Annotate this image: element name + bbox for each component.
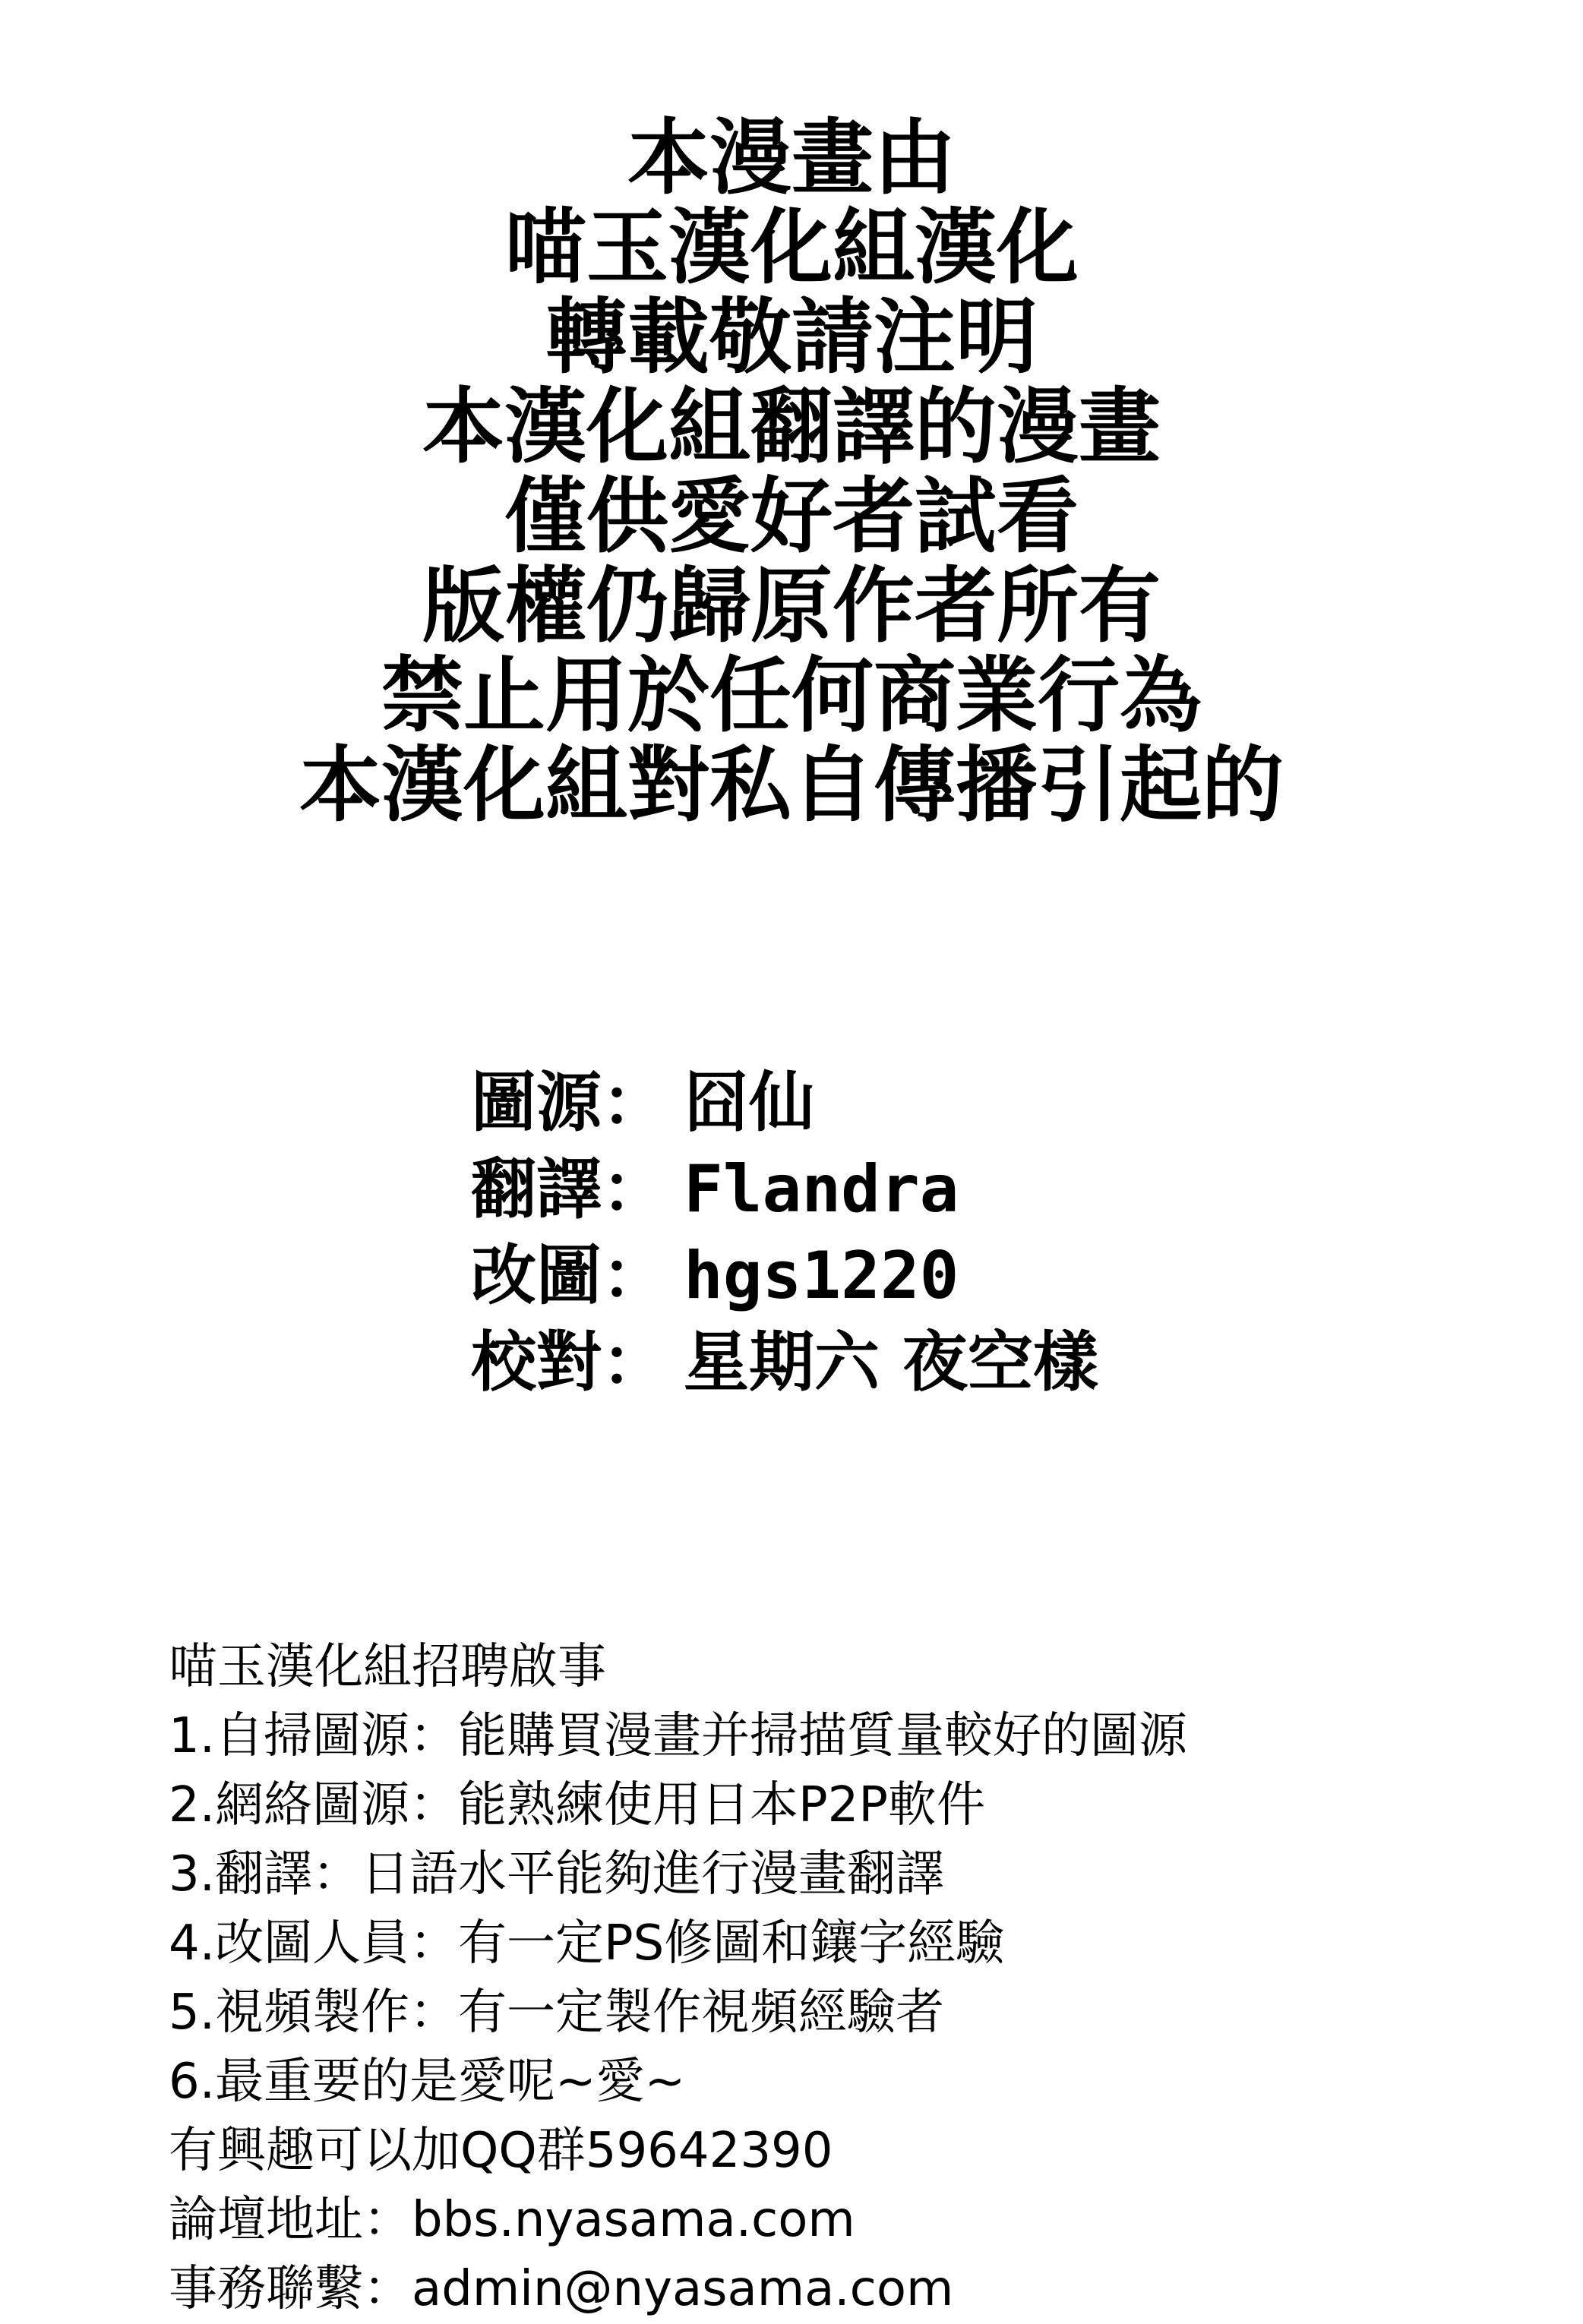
recruitment-item: 5.視頻製作：有一定製作視頻經驗者 (169, 1985, 945, 2041)
recruitment-item: 1.自掃圖源：能購買漫畫并掃描質量較好的圖源 (169, 1708, 1188, 1764)
recruitment-item: 6.最重要的是愛呢~愛~ (169, 2054, 686, 2110)
credit-row-translation (471, 1146, 1098, 1233)
notice-line: 本漢化組翻譯的漫畫 (422, 380, 1161, 475)
recruitment-item: 3.翻譯：日語水平能夠進行漫畫翻譯 (169, 1846, 945, 1902)
credit-row-proofreading (471, 1319, 1098, 1406)
credit-row-editing (471, 1233, 1098, 1319)
qq-group-line: 有興趣可以加QQ群59642390 (169, 2123, 833, 2179)
notice-line: 本漢化組對私自傳播引起的 (299, 738, 1284, 833)
recruitment-title: 喵玉漢化組招聘啟事 (169, 1639, 606, 1695)
credit-label: 翻譯： (471, 1151, 667, 1227)
credit-value: Flandra (684, 1151, 959, 1227)
recruitment-item: 2.網絡圖源：能熟練使用日本P2P軟件 (169, 1777, 985, 1833)
credit-value: hgs1220 (684, 1238, 959, 1314)
notice-line: 版權仍歸原作者所有 (422, 559, 1161, 654)
notice-line: 禁止用於任何商業行為 (381, 649, 1202, 744)
notice-line: 喵玉漢化組漢化 (504, 201, 1079, 295)
recruitment-item: 4.改圖人員：有一定PS修圖和鑲字經驗 (169, 1915, 1005, 1972)
credit-label: 改圖： (471, 1238, 667, 1314)
recruitment-notice (169, 1633, 1187, 2324)
notice-line: 轉載敬請注明 (545, 290, 1038, 385)
credit-value: 囧仙 (684, 1065, 814, 1141)
credit-label: 圖源： (471, 1065, 667, 1141)
forum-address-line: 論壇地址：bbs.nyasama.com (169, 2192, 855, 2248)
contact-email-line: 事務聯繫：admin@nyasama.com (169, 2261, 954, 2317)
notice-line: 本漫畫由 (627, 111, 956, 206)
credit-value: 星期六 夜空樣 (684, 1325, 1098, 1400)
credit-row-source (471, 1059, 1098, 1146)
credit-label: 校對： (471, 1325, 667, 1400)
staff-credits (471, 1059, 1098, 1406)
copyright-notice (0, 111, 1583, 833)
notice-line: 僅供愛好者試看 (504, 469, 1079, 564)
